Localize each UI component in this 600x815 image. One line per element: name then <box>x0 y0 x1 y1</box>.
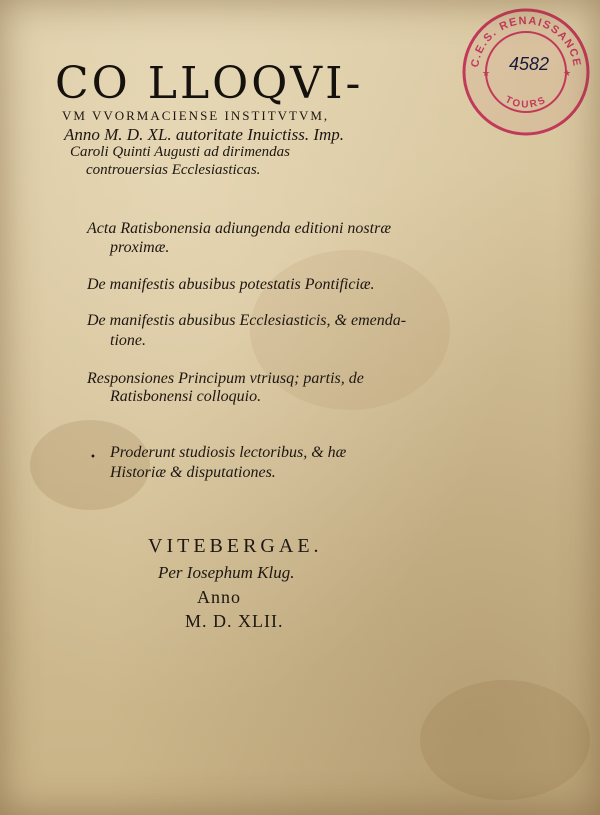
contents-note-cont: Historiæ & disputationes. <box>110 464 276 481</box>
contents-item-4-cont: Ratisbonensi colloquio. <box>110 388 262 405</box>
imprint-year: M. D. XLII. <box>185 611 284 631</box>
contents-item-1: Acta Ratisbonensia adiungenda editioni nostræ <box>87 220 391 237</box>
contents-item-1-cont: proximæ. <box>110 239 170 256</box>
bullet-dot: • <box>90 452 96 463</box>
shelfmark: 4582 <box>509 54 550 74</box>
stamp-bottom-text: TOURS <box>503 94 549 111</box>
contents-item-2: De manifestis abusibus potestatis Pontificiæ. <box>87 276 375 293</box>
main-title: CO LLOQVI- <box>55 58 364 109</box>
imprint-anno: Anno <box>197 587 241 607</box>
paper-stain <box>420 680 590 800</box>
stamp-star-icon: ★ <box>563 68 572 78</box>
title-caps-line: VM VVORMACIENSE INSTITVTVM, <box>62 108 330 123</box>
title-line-2: Anno M. D. XL. autoritate Inuictiss. Imp. <box>64 125 345 144</box>
contents-item-4: Responsiones Principum vtriusq; partis, de <box>87 370 364 387</box>
title-line-3: Caroli Quinti Augusti ad dirimendas <box>70 144 291 160</box>
imprint-printer: Per Iosephum Klug. <box>158 563 295 582</box>
stamp-top-text: C.E.S. RENAISSANCE <box>469 14 583 69</box>
contents-item-3-cont: tione. <box>110 332 146 349</box>
title-line-4: controuersias Ecclesiasticas. <box>86 162 261 178</box>
imprint-city: VITEBERGAE. <box>148 535 323 557</box>
contents-item-3: De manifestis abusibus Ecclesiasticis, & emenda- <box>87 312 407 329</box>
contents-note: Proderunt studiosis lectoribus, & hæ <box>110 444 347 461</box>
stamp-star-icon: ★ <box>482 68 491 78</box>
